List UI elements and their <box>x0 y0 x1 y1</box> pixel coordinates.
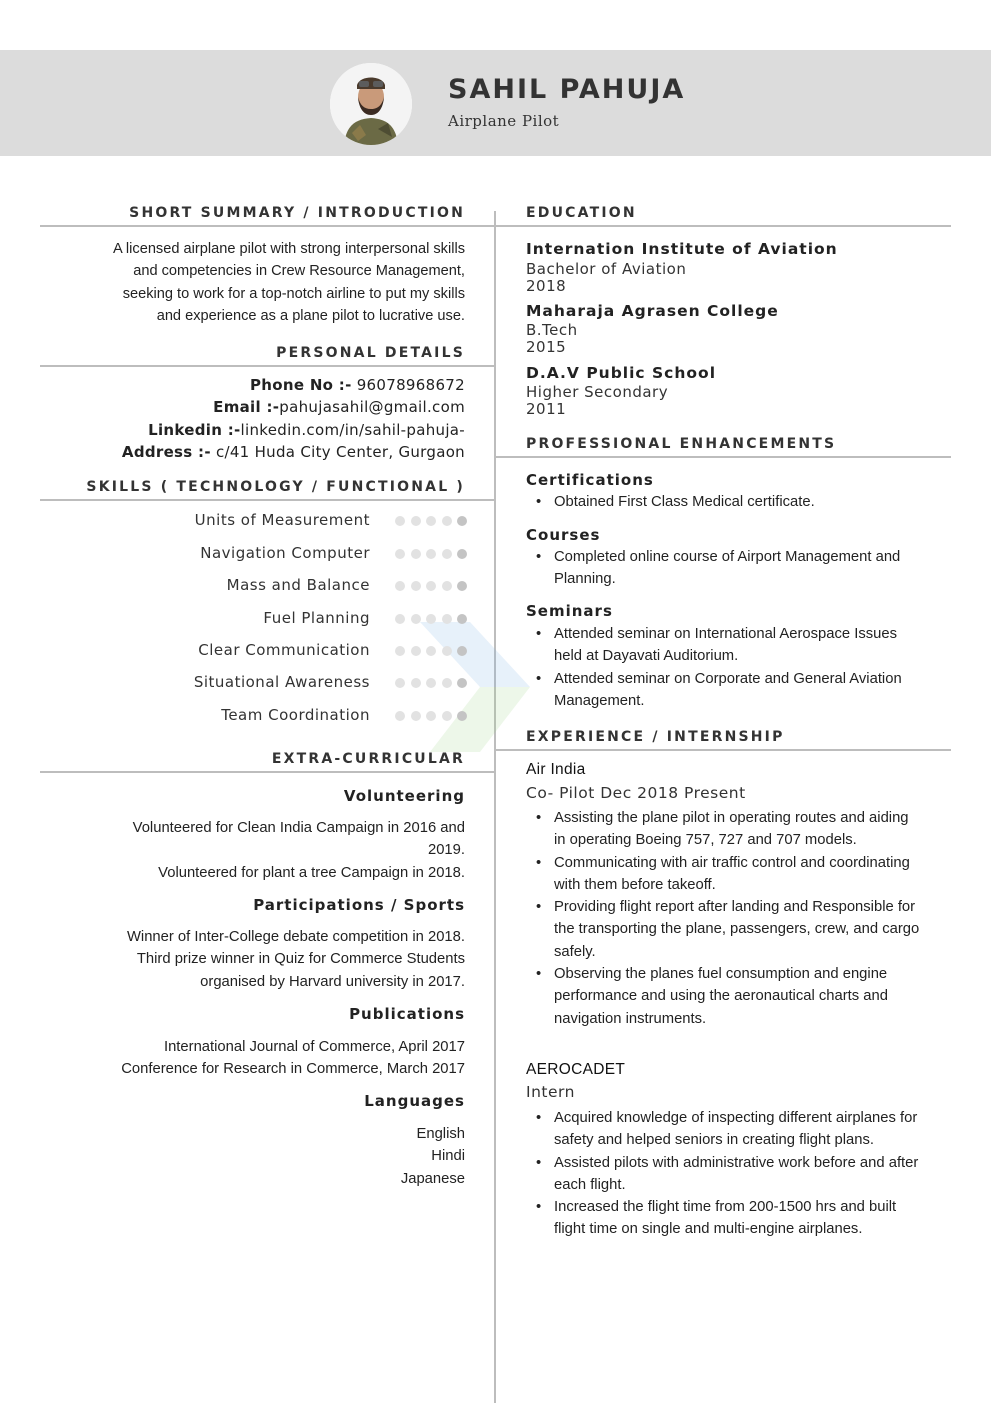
candidate-title: Airplane Pilot <box>448 112 560 130</box>
skill-dot <box>411 678 421 688</box>
education-year: 2015 <box>526 338 567 356</box>
education-year: 2011 <box>526 400 567 418</box>
skill-rating <box>395 614 467 624</box>
phone-label: Phone No :- <box>249 376 352 394</box>
education-rule <box>496 225 951 227</box>
skill-dot <box>411 549 421 559</box>
skill-label: Clear Communication <box>198 641 370 659</box>
skill-dot <box>442 516 452 526</box>
skill-rating <box>395 549 467 559</box>
summary-line: seeking to work for a top-notch airline to put my skills <box>122 285 465 302</box>
participation-line: Third prize winner in Quiz for Commerce Students <box>136 951 465 968</box>
skill-dot <box>395 516 405 526</box>
job-company: AEROCADET <box>526 1061 626 1078</box>
linkedin-value[interactable]: linkedin.com/in/sahil-pahuja- <box>240 420 465 439</box>
list-item: • Acquired knowledge of inspecting different airplanes for safety and helped seniors in creating flight plans. <box>554 1107 924 1152</box>
extra-heading: EXTRA-CURRICULAR <box>271 751 465 767</box>
languages-title: Languages <box>364 1092 465 1110</box>
linkedin-label: Linkedin :- <box>148 420 241 439</box>
list-item: • Assisted pilots with administrative work before and after each flight. <box>554 1152 924 1197</box>
education-year: 2018 <box>526 277 567 295</box>
list-item: • Increased the flight time from 200-1500 hrs and built flight time on single and multi-engine airplanes. <box>554 1196 924 1241</box>
email-value[interactable]: pahujasahil@gmail.com <box>279 398 465 417</box>
participations-title: Participations / Sports <box>253 896 465 914</box>
education-degree: Bachelor of Aviation <box>526 260 687 278</box>
profile-photo <box>330 63 412 145</box>
skill-dot <box>426 581 436 591</box>
volunteering-line: Volunteered for plant a tree Campaign in 2018. <box>158 864 465 881</box>
volunteering-text <box>25 817 465 884</box>
skill-dot <box>457 646 467 656</box>
list-item: • Obtained First Class Medical certificate. <box>554 491 926 513</box>
publication-line: Conference for Research in Commerce, March 2017 <box>121 1061 465 1078</box>
courses-title: Courses <box>526 526 601 544</box>
list-item: • Communicating with air traffic control and coordinating with them before takeoff. <box>554 852 924 897</box>
certifications-title: Certifications <box>526 471 654 489</box>
email-row <box>25 396 465 418</box>
language-item: Hindi <box>431 1148 465 1165</box>
list-item: • Completed online course of Airport Management and Planning. <box>554 546 926 591</box>
publications-text <box>25 1036 465 1081</box>
job-duties <box>554 807 924 1030</box>
volunteering-line: 2019. <box>427 842 465 859</box>
skill-dot <box>442 646 452 656</box>
skill-dot <box>395 678 405 688</box>
publication-line: International Journal of Commerce, April 2017 <box>163 1039 465 1055</box>
skill-dot <box>457 614 467 624</box>
skill-dot <box>395 581 405 591</box>
contact-details <box>25 374 465 464</box>
personal-heading: PERSONAL DETAILS <box>276 345 465 361</box>
publications-title: Publications <box>349 1005 465 1023</box>
skills-rule <box>40 499 494 501</box>
summary-line: A licensed airplane pilot with strong interpersonal skills <box>112 241 465 257</box>
education-degree: Higher Secondary <box>526 383 669 401</box>
skill-dot <box>426 516 436 526</box>
job-role: Co- Pilot Dec 2018 Present <box>526 784 746 802</box>
skill-dot <box>395 549 405 559</box>
skill-dot <box>411 581 421 591</box>
skill-dot <box>426 711 436 721</box>
education-institute: Maharaja Agrasen College <box>526 302 779 320</box>
courses-list <box>554 546 926 591</box>
list-item: • Providing flight report after landing and Responsible for the transporting the plane, passengers, crew, and cargo safely. <box>554 896 924 963</box>
skill-dot <box>426 646 436 656</box>
participation-line: Winner of Inter-College debate competition in 2018. <box>126 929 465 945</box>
language-item: English <box>416 1126 465 1142</box>
skill-dot <box>457 581 467 591</box>
skill-dot <box>457 516 467 526</box>
skill-rating <box>395 581 467 591</box>
volunteering-title: Volunteering <box>343 787 465 805</box>
list-item: • Assisting the plane pilot in operating routes and aiding in operating Boeing 757, 727 and 707 models. <box>554 807 924 852</box>
summary-text <box>45 238 465 328</box>
participation-line: organised by Harvard university in 2017. <box>200 973 465 990</box>
education-institute: Internation Institute of Aviation <box>526 240 838 258</box>
job-role: Intern <box>526 1083 575 1101</box>
skill-dot <box>426 614 436 624</box>
skill-dot <box>395 646 405 656</box>
phone-row <box>25 374 465 396</box>
skill-dot <box>457 549 467 559</box>
skill-dot <box>411 646 421 656</box>
education-degree: B.Tech <box>526 321 578 339</box>
skill-label: Team Coordination <box>221 706 370 724</box>
email-label: Email :- <box>213 398 280 417</box>
skill-dot <box>426 678 436 688</box>
skill-dot <box>411 516 421 526</box>
summary-rule <box>40 225 494 227</box>
summary-line: and competencies in Crew Resource Management, <box>133 263 465 280</box>
seminars-list <box>554 623 926 712</box>
enhancements-rule <box>496 456 951 458</box>
linkedin-row <box>25 419 465 441</box>
list-item: • Attended seminar on Corporate and General Aviation Management. <box>554 668 926 713</box>
participations-text <box>25 926 465 993</box>
extra-rule <box>40 771 494 773</box>
skill-rating <box>395 516 467 526</box>
skill-dot <box>457 678 467 688</box>
list-item: • Observing the planes fuel consumption and engine performance and using the aeronautical charts and navigation instruments. <box>554 963 924 1030</box>
education-institute: D.A.V Public School <box>526 364 717 382</box>
summary-heading: SHORT SUMMARY / INTRODUCTION <box>129 205 465 221</box>
skills-heading: SKILLS ( TECHNOLOGY / FUNCTIONAL ) <box>86 479 465 495</box>
skill-label: Navigation Computer <box>200 544 370 562</box>
skill-label: Fuel Planning <box>263 609 370 627</box>
skill-dot <box>426 549 436 559</box>
phone-value[interactable]: 96078968672 <box>351 376 465 394</box>
list-item: • Attended seminar on International Aerospace Issues held at Dayavati Auditorium. <box>554 623 926 668</box>
skill-dot <box>442 581 452 591</box>
address-row <box>25 441 465 463</box>
skill-label: Units of Measurement <box>194 511 370 529</box>
experience-rule <box>496 749 951 751</box>
job-duties <box>554 1107 924 1241</box>
skill-label: Mass and Balance <box>226 576 370 594</box>
experience-heading: EXPERIENCE / INTERNSHIP <box>526 729 785 745</box>
skill-dot <box>442 711 452 721</box>
skill-dot <box>442 678 452 688</box>
skill-rating <box>395 711 467 721</box>
languages-list <box>25 1123 465 1190</box>
skill-rating <box>395 646 467 656</box>
skill-dot <box>442 614 452 624</box>
education-heading: EDUCATION <box>526 205 637 221</box>
resume-header <box>0 50 991 156</box>
skill-dot <box>395 614 405 624</box>
volunteering-line: Volunteered for Clean India Campaign in 2016 and <box>132 820 465 836</box>
skill-label: Situational Awareness <box>193 673 370 691</box>
skill-dot <box>411 711 421 721</box>
skill-rating <box>395 678 467 688</box>
enhancements-heading: PROFESSIONAL ENHANCEMENTS <box>526 436 837 452</box>
language-item: Japanese <box>400 1170 465 1187</box>
address-value: c/41 Huda City Center, Gurgaon <box>210 443 465 462</box>
summary-line: and experience as a plane pilot to lucrative use. <box>156 308 465 325</box>
address-label: Address :- <box>121 443 211 462</box>
skill-dot <box>395 711 405 721</box>
skill-dot <box>442 549 452 559</box>
job-company: Air India <box>526 761 586 778</box>
certifications-list <box>554 491 926 513</box>
skill-dot <box>411 614 421 624</box>
seminars-title: Seminars <box>526 602 613 620</box>
personal-rule <box>40 365 494 367</box>
skill-dot <box>457 711 467 721</box>
candidate-name: SAHIL PAHUJA <box>448 74 686 105</box>
column-divider <box>494 211 496 1403</box>
